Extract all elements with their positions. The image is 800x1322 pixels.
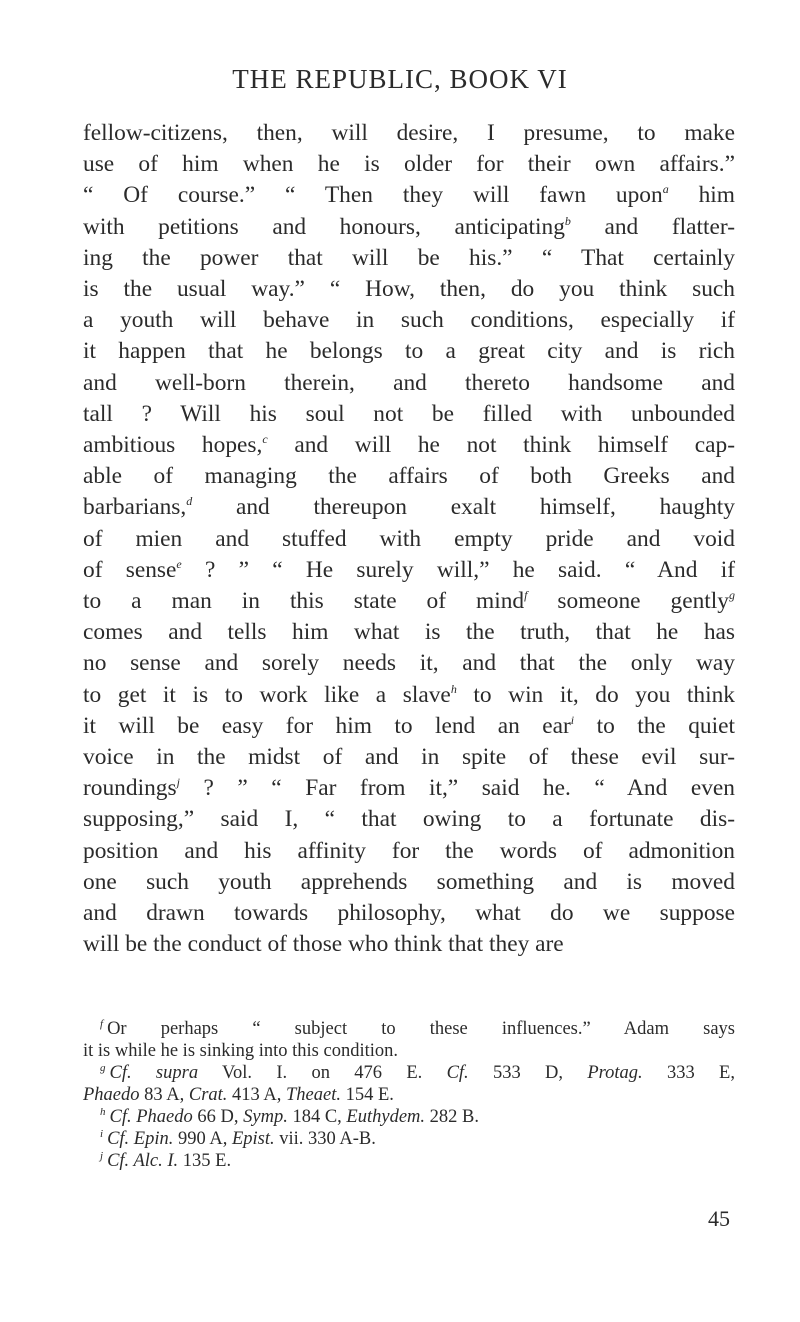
footnote-text: vii. 330 A-B. (274, 1129, 376, 1149)
text-span: to the quiet (574, 712, 735, 739)
text-span: one such youth apprehends something and is moved (83, 868, 735, 895)
text-line (83, 461, 735, 492)
footnote-line (83, 1018, 735, 1040)
footnote-label: j (100, 1149, 104, 1162)
footnote-text: 135 E. (178, 1151, 232, 1171)
footnote-text: Or perhaps “ subject to these influences.” Adam says (107, 1019, 735, 1039)
text-span: roundings (83, 775, 177, 802)
body-text (83, 118, 735, 960)
text-span: comes and tells him what is the truth, that he has (83, 619, 735, 646)
footnote-line (83, 1084, 735, 1106)
text-line (83, 430, 735, 461)
text-line (83, 180, 735, 211)
page-number: 45 (708, 1206, 730, 1231)
text-line (83, 867, 735, 898)
text-span: no sense and sorely needs it, and that the only way (83, 650, 735, 677)
citation-title: Cf. Epin. (107, 1129, 174, 1149)
footnote-label: f (100, 1017, 104, 1030)
text-span: it will be easy for him to lend an ear (83, 712, 571, 739)
text-span: ? ” “ Far from it,” said he. “ And even (179, 775, 735, 802)
footnote-marker: g (729, 588, 735, 603)
text-line (83, 836, 735, 867)
footnote-line (83, 1062, 735, 1084)
text-line (83, 648, 735, 679)
footnote-label: h (100, 1105, 106, 1118)
text-span: ing the power that will be his.” “ That certainly (83, 244, 735, 271)
text-line (83, 617, 735, 648)
citation-title: Protag. (587, 1063, 643, 1083)
citation-title: Cf. (446, 1063, 469, 1083)
footnote-text: 333 E, (642, 1063, 735, 1083)
text-span: barbarians, (83, 494, 187, 521)
text-span: will be the conduct of those who think that they are (83, 931, 564, 958)
text-line (83, 118, 735, 149)
citation-title: Cf. Phaedo (109, 1107, 193, 1127)
text-span: able of managing the affairs of both Greeks and (83, 463, 735, 490)
text-span: someone gently (527, 588, 729, 615)
text-span: “ Of course.” “ Then they will fawn upon (83, 182, 663, 209)
text-line (83, 149, 735, 180)
text-line (83, 524, 735, 555)
footnotes (83, 1018, 735, 1172)
text-span: a youth will behave in such conditions, especially if (83, 307, 735, 334)
text-span: with petitions and honours, anticipating (83, 213, 565, 240)
footnote-marker: b (564, 213, 571, 228)
running-head: THE REPUBLIC, BOOK VI (232, 64, 568, 94)
footnote-marker: c (262, 432, 268, 447)
footnote-text: 413 A, (227, 1085, 287, 1105)
text-line (83, 804, 735, 835)
text-span: to a man in this state of mind (83, 588, 525, 615)
footnote-label: g (100, 1061, 106, 1074)
text-span: voice in the midst of and in spite of these evil sur- (83, 744, 735, 771)
footnote-text: 83 A, (139, 1085, 189, 1105)
text-span: to get it is to work like a slave (83, 681, 451, 708)
text-line (83, 274, 735, 305)
footnote-marker: d (186, 494, 193, 509)
text-line (83, 555, 735, 586)
text-span: tall ? Will his soul not be filled with unbounded (83, 400, 735, 427)
footnote-marker: a (662, 182, 669, 197)
footnote-line (83, 1040, 735, 1062)
text-span: and thereupon exalt himself, haughty (192, 494, 735, 521)
text-span: fellow-citizens, then, will desire, I presume, to make (83, 120, 735, 146)
text-span: and flatter- (570, 213, 735, 240)
text-line (83, 336, 735, 367)
footnote-marker: j (176, 775, 180, 790)
text-span: position and his affinity for the words of admonition (83, 837, 735, 864)
text-line (83, 711, 735, 742)
text-line (83, 680, 735, 711)
text-line (83, 929, 735, 960)
footnote-text: it is while he is sinking into this condition. (83, 1041, 399, 1061)
text-line (83, 399, 735, 430)
footnote-text: 533 D, (468, 1063, 588, 1083)
text-span: and well-born therein, and thereto handsome and (83, 369, 735, 396)
text-span: ambitious hopes, (83, 432, 263, 459)
footnote-text: 66 D, (192, 1107, 244, 1127)
footnote-line (83, 1128, 735, 1150)
citation-title: Cf. Alc. I. (107, 1151, 179, 1171)
text-line (83, 898, 735, 929)
citation-title: Phaedo (83, 1085, 140, 1105)
text-span: and will he not think himself cap- (267, 432, 735, 459)
text-span: him (668, 182, 735, 209)
citation-title: Epist. (231, 1129, 275, 1149)
text-line (83, 368, 735, 399)
text-span: of mien and stuffed with empty pride and void (83, 525, 735, 552)
text-line (83, 305, 735, 336)
text-span: of sense (83, 556, 177, 583)
text-span: it happen that he belongs to a great city and is rich (83, 338, 735, 365)
footnote-text: 154 E. (341, 1085, 394, 1105)
text-line (83, 492, 735, 523)
citation-title: Euthydem. (346, 1107, 426, 1127)
footnote-marker: f (524, 588, 528, 603)
footnote-text: 990 A, (173, 1129, 232, 1149)
text-line (83, 212, 735, 243)
footnote-marker: e (176, 557, 182, 572)
footnote-marker: i (570, 713, 575, 728)
footnote-marker: h (450, 681, 457, 696)
text-line (83, 586, 735, 617)
citation-title: Crat. (188, 1085, 228, 1105)
text-span: ? ” “ He surely will,” he said. “ And if (181, 556, 735, 583)
text-span: is the usual way.” “ How, then, do you think such (83, 276, 735, 303)
text-span: to win it, do you think (456, 681, 735, 708)
text-line (83, 742, 735, 773)
citation-title: Symp. (243, 1107, 288, 1127)
text-span: and drawn towards philosophy, what do we suppose (83, 900, 735, 927)
text-span: use of him when he is older for their own affairs.” (83, 151, 735, 178)
text-span: supposing,” said I, “ that owing to a fortunate dis- (83, 806, 735, 833)
text-line (83, 243, 735, 274)
footnote-text: 282 B. (425, 1107, 479, 1127)
footnote-text: 184 C, (287, 1107, 347, 1127)
footnote-text: Vol. I. on 476 E. (198, 1063, 447, 1083)
footnote-line (83, 1106, 735, 1128)
footnote-line (83, 1150, 735, 1172)
citation-title: Cf. supra (109, 1063, 199, 1083)
text-line (83, 773, 735, 804)
citation-title: Theaet. (286, 1085, 341, 1105)
footnote-label: i (100, 1127, 104, 1140)
